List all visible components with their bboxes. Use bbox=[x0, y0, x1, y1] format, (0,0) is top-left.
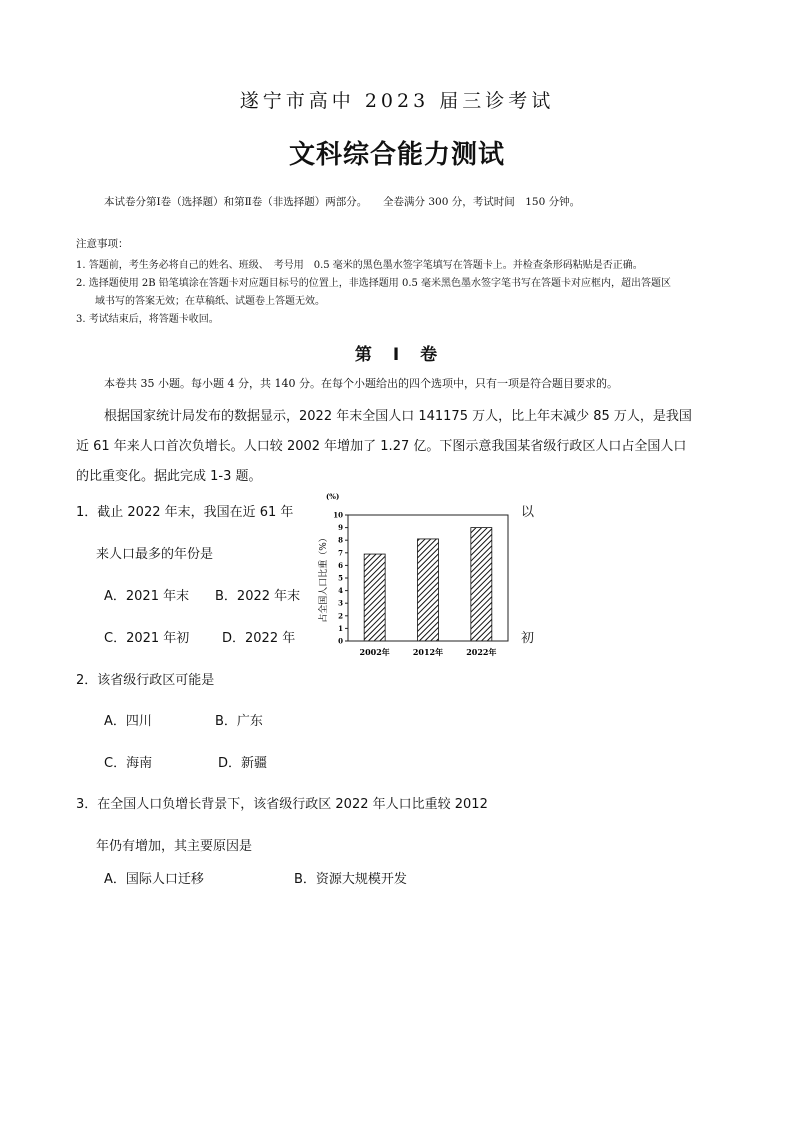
passage-line-1: 根据国家统计局发布的数据显示，2022 年末全国人口 141175 万人，比上年末减少 85 万人，是我国 bbox=[104, 409, 692, 424]
y-tick-label: 3 bbox=[338, 598, 343, 608]
x-category-label: 2002年 bbox=[359, 647, 390, 657]
exam-title: 遂宁市高中 2023 届三诊考试 bbox=[239, 90, 555, 112]
question-2-option-b: B．广东 bbox=[215, 714, 263, 729]
bar-2012年 bbox=[418, 539, 439, 641]
y-tick-label: 4 bbox=[338, 586, 343, 596]
section-instructions: 本卷共 35 小题。每小题 4 分，共 140 分。在每个小题给出的四个选项中，只有一项是符合题目要求的。 bbox=[104, 377, 618, 390]
unit-label: (%) bbox=[326, 492, 340, 501]
question-2-option-c: C．海南 bbox=[104, 756, 153, 771]
question-1-stem-line-2: 来人口最多的年份是 bbox=[96, 547, 214, 562]
y-tick-label: 1 bbox=[338, 623, 343, 633]
x-category-label: 2012年 bbox=[412, 647, 444, 657]
y-tick-label: 10 bbox=[333, 510, 343, 520]
notice-item-1: 1. 答题前，考生务必将自己的姓名、班级、 考号用 0.5 毫米的黑色墨水签字笔填写在答题卡上。并检查条形码粘贴是否正确。 bbox=[76, 260, 643, 271]
y-tick-label: 2 bbox=[338, 611, 343, 621]
notice-item-3: 3. 考试结束后，将答题卡收回。 bbox=[76, 314, 219, 325]
y-tick-label: 6 bbox=[338, 560, 343, 570]
section-heading: 第 Ⅰ 卷 bbox=[354, 345, 440, 365]
y-tick-label: 5 bbox=[338, 573, 343, 583]
question-3-stem-line-2: 年仍有增加，其主要原因是 bbox=[96, 839, 253, 854]
question-2-stem: 2．该省级行政区可能是 bbox=[76, 673, 215, 688]
question-3-option-b: B．资源大规模开发 bbox=[294, 872, 407, 887]
passage-line-3: 的比重变化。据此完成 1-3 题。 bbox=[76, 469, 262, 484]
passage-line-2: 近 61 年来人口首次负增长。人口较 2002 年增加了 1.27 亿。下图示意我国某省级行政区人口占全国人口 bbox=[76, 439, 687, 454]
y-tick-label: 9 bbox=[338, 523, 343, 533]
question-2-option-a: A．四川 bbox=[104, 714, 152, 729]
y-axis-label: 占全国人口比重（%） bbox=[319, 533, 329, 623]
y-tick-label: 8 bbox=[338, 535, 343, 545]
question-1-option-d-a: D．2022 年 bbox=[222, 631, 296, 646]
question-3-stem: 3．在全国人口负增长背景下，该省级行政区 2022 年人口比重较 2012 bbox=[76, 797, 488, 812]
question-1-stem-b: 以 bbox=[521, 505, 535, 520]
bar-2022年 bbox=[471, 528, 492, 641]
population-share-chart bbox=[300, 488, 520, 666]
y-tick-label: 7 bbox=[338, 548, 343, 558]
question-1-option-b: B．2022 年末 bbox=[215, 589, 301, 604]
x-category-label: 2022年 bbox=[466, 647, 497, 657]
exam-subtitle: 文科综合能力测试 bbox=[288, 140, 505, 170]
notice-item-2-line-2: 域书写的答案无效；在草稿纸、试题卷上答题无效。 bbox=[95, 296, 325, 307]
bar-2002年 bbox=[364, 554, 385, 641]
y-tick-label: 0 bbox=[338, 636, 343, 646]
question-2-option-d: D．新疆 bbox=[218, 756, 268, 771]
notice-heading: 注意事项： bbox=[76, 238, 129, 250]
notice-item-2-line-1: 2. 选择题使用 2B 铅笔填涂在答题卡对应题目标号的位置上，非选择题用 0.5 毫米黑色墨水签字笔书写在答题卡对应框内，超出答题区 bbox=[76, 278, 672, 289]
question-1-stem-a: 1．截止 2022 年末，我国在近 61 年 bbox=[76, 505, 294, 520]
question-1-option-d-b: 初 bbox=[521, 631, 535, 646]
exam-intro: 本试卷分第Ⅰ卷（选择题）和第Ⅱ卷（非选择题）两部分。 全卷满分 300 分，考试时间 150 分钟。 bbox=[104, 196, 581, 208]
question-1-option-c: C．2021 年初 bbox=[104, 631, 190, 646]
question-1-option-a: A．2021 年末 bbox=[104, 589, 190, 604]
question-3-option-a: A．国际人口迁移 bbox=[104, 872, 204, 887]
